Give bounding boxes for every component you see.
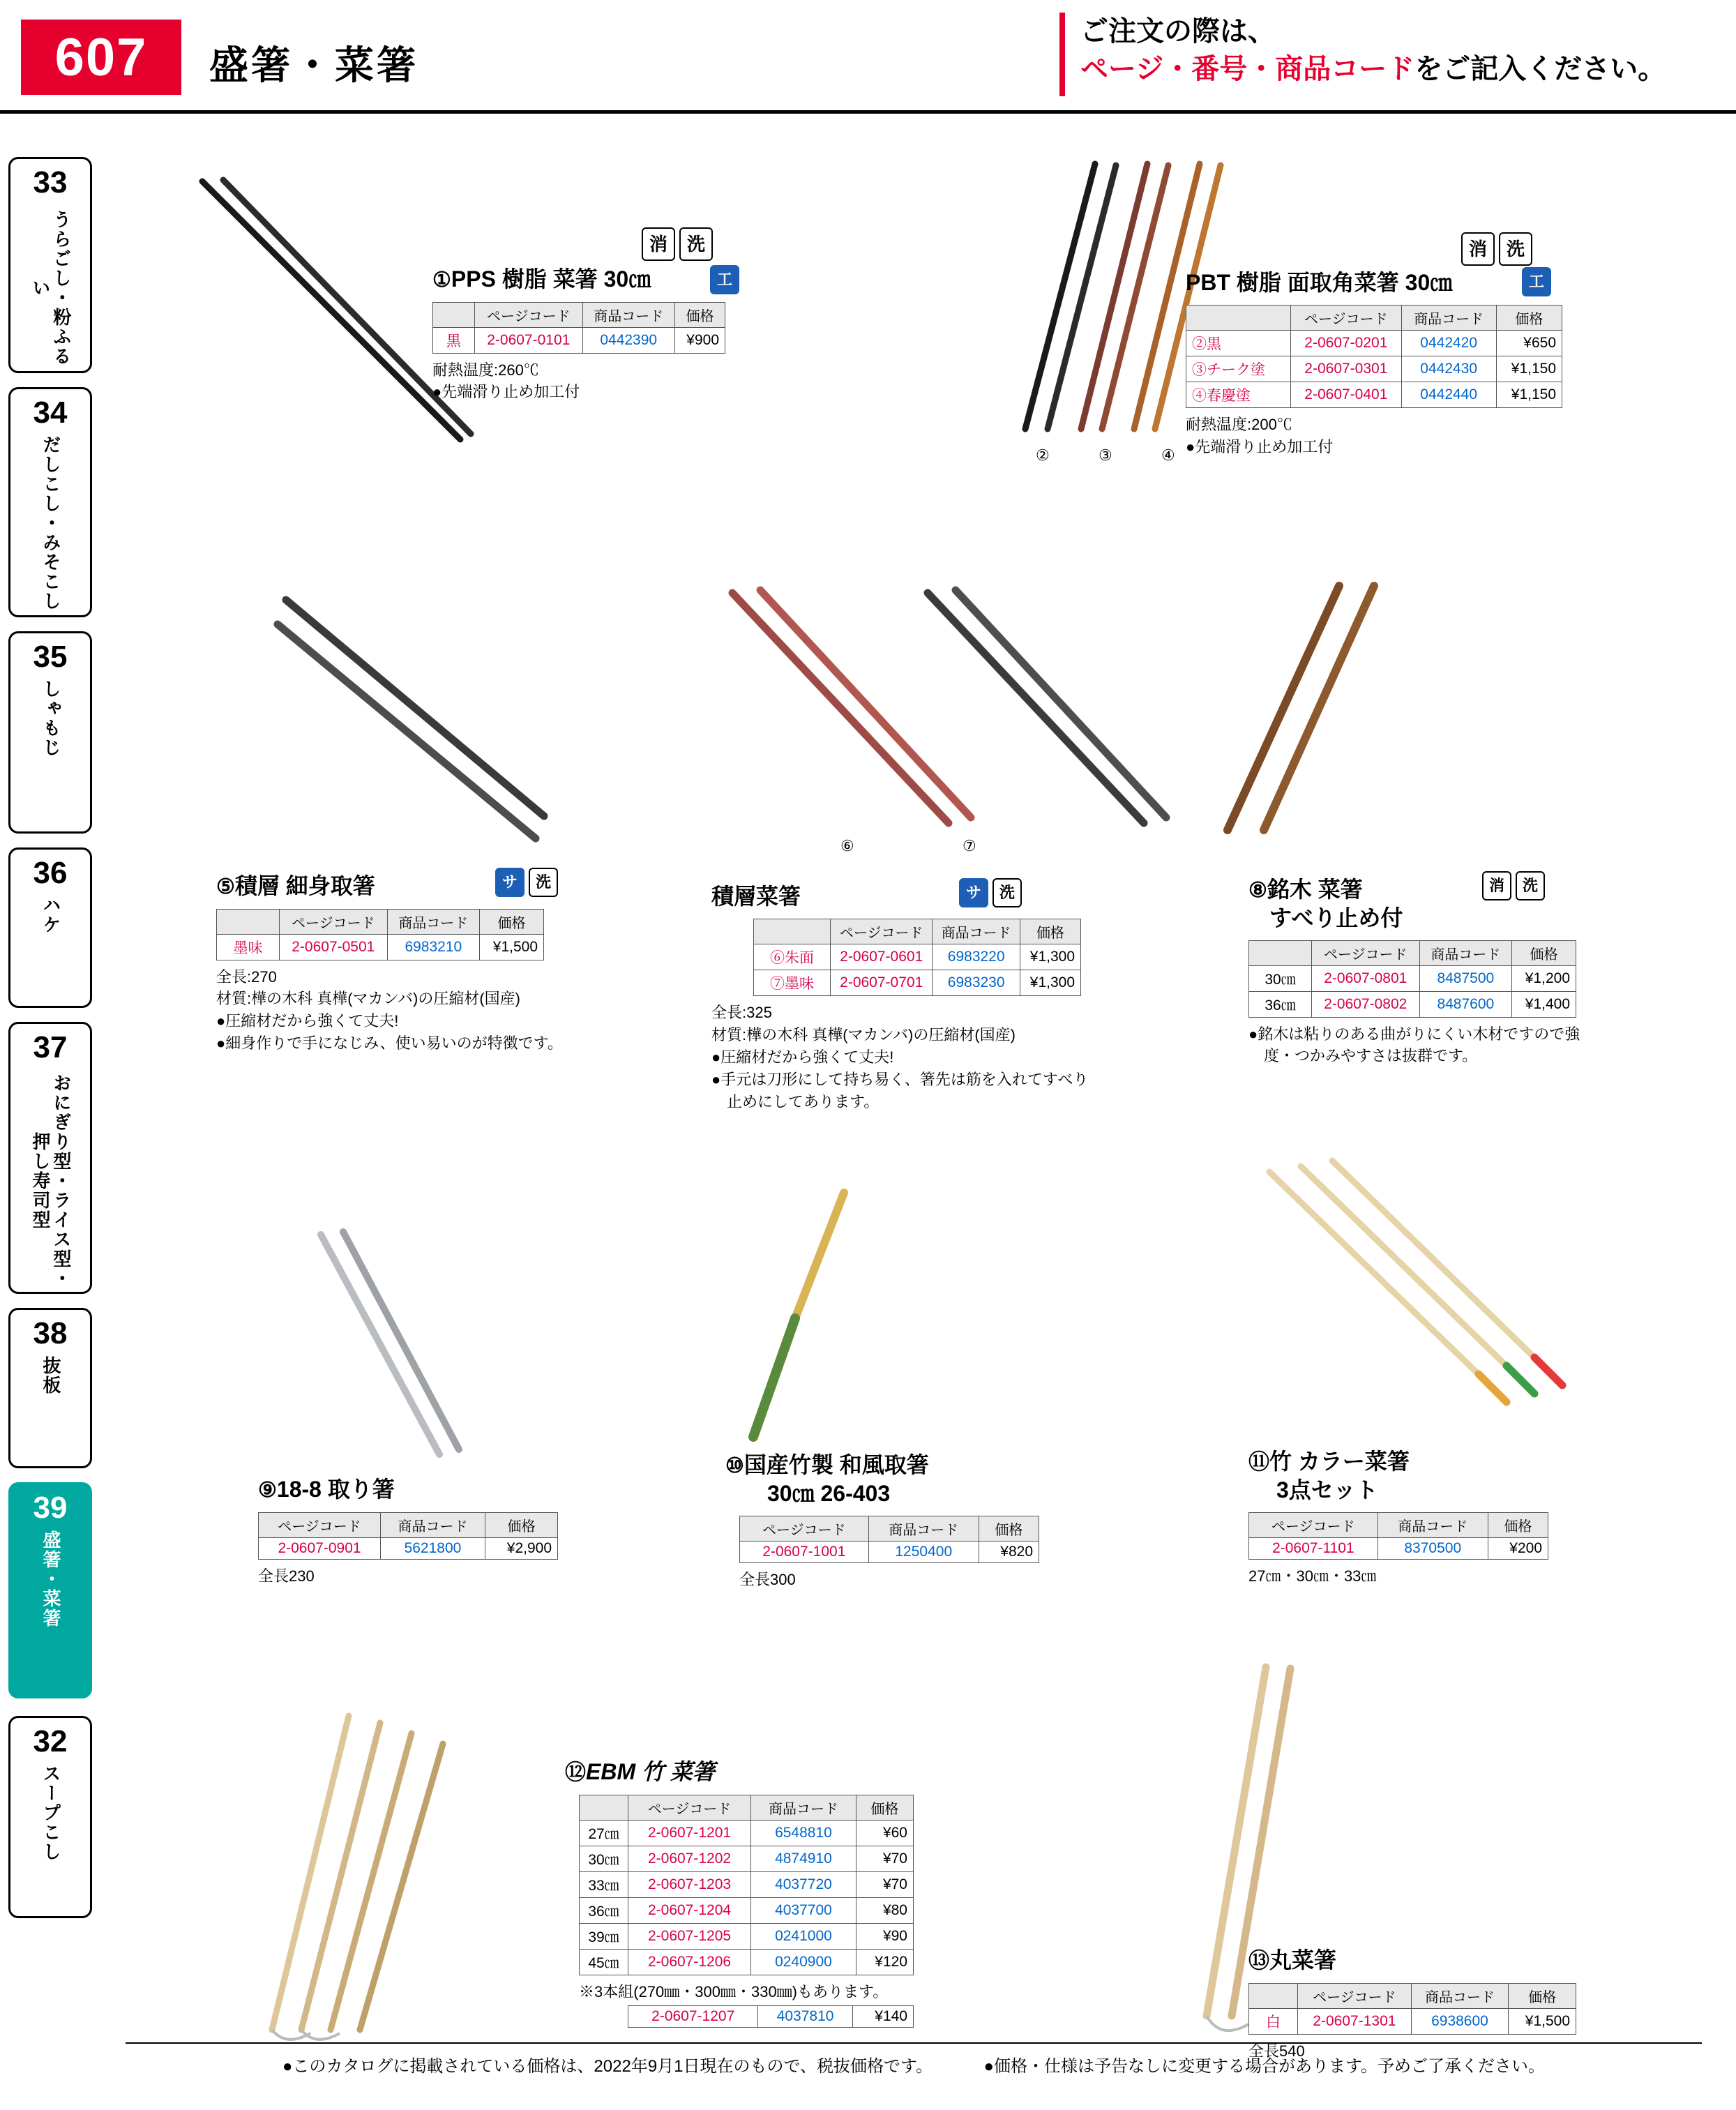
product-2-note-2: ●先端滑り止め加工付 bbox=[1186, 437, 1334, 455]
row-price: ¥80 bbox=[856, 1897, 913, 1923]
row-label: 黒 bbox=[433, 327, 475, 353]
product-12-name: EBM 竹 菜箸 bbox=[586, 1759, 715, 1784]
rail-label: ハケ bbox=[40, 896, 61, 935]
table-row bbox=[740, 1541, 1039, 1562]
row-price: ¥1,150 bbox=[1496, 382, 1562, 408]
product-5-note-2: 材質:樺の木科 真樺(マカンバ)の圧縮材(国産) bbox=[216, 990, 520, 1008]
product-6-7-note-2: 材質:樺の木科 真樺(マカンバ)の圧縮材(国産) bbox=[711, 1025, 1016, 1043]
row-page-code: 2-0607-1206 bbox=[628, 1949, 751, 1975]
rail-label: おにぎり型・ライス型・押し寿司型 bbox=[30, 1073, 72, 1288]
rail-label: 抜板 bbox=[40, 1356, 61, 1395]
th-item-code: 商品コード bbox=[933, 919, 1020, 944]
table-row bbox=[1249, 991, 1576, 1017]
row-price: ¥70 bbox=[856, 1871, 913, 1897]
rail-item-37[interactable] bbox=[8, 1022, 92, 1294]
th-page-code: ページコード bbox=[1298, 1983, 1412, 2008]
section-index-rail bbox=[8, 157, 99, 1998]
product-5-note-1: 全長:270 bbox=[216, 967, 277, 986]
rail-number: 38 bbox=[33, 1316, 68, 1350]
row-item-code: 8487500 bbox=[1419, 965, 1511, 991]
table-row bbox=[1186, 356, 1562, 382]
product-9-number: ⑨ bbox=[258, 1479, 277, 1502]
product-2-callout-2: ② bbox=[1036, 446, 1050, 464]
row-price: ¥200 bbox=[1488, 1537, 1548, 1559]
rail-label: 盛箸・菜箸 bbox=[40, 1530, 61, 1628]
product-8-block bbox=[1248, 875, 1695, 1067]
rail-item-38[interactable] bbox=[8, 1308, 92, 1468]
product-5-badges bbox=[495, 868, 558, 897]
row-page-code: 2-0607-1203 bbox=[628, 1871, 751, 1897]
product-6-7-block bbox=[711, 882, 1241, 1113]
product-12-title bbox=[565, 1758, 1011, 1786]
row-item-code: 4037700 bbox=[751, 1897, 856, 1923]
table-row bbox=[754, 944, 1081, 970]
table-row bbox=[1249, 965, 1576, 991]
row-page-code: 2-0607-0802 bbox=[1312, 991, 1420, 1017]
product-1-price-table bbox=[432, 302, 725, 354]
rail-item-32[interactable] bbox=[8, 1716, 92, 1918]
th-price: 価格 bbox=[1020, 919, 1080, 944]
th-page-code: ページコード bbox=[1249, 1512, 1378, 1537]
th-page-code: ページコード bbox=[740, 1516, 869, 1541]
th-blank bbox=[433, 302, 475, 327]
row-page-code: 2-0607-0601 bbox=[831, 944, 933, 970]
row-price: ¥1,500 bbox=[480, 934, 544, 960]
product-9-illustration bbox=[279, 1214, 558, 1493]
rail-item-33[interactable] bbox=[8, 157, 92, 373]
page-header bbox=[0, 0, 1736, 112]
th-price: 価格 bbox=[856, 1795, 913, 1820]
row-item-code: 0442420 bbox=[1401, 331, 1496, 356]
th-page-code: ページコード bbox=[628, 1795, 751, 1820]
product-5-price-table bbox=[216, 909, 544, 960]
product-1-title bbox=[432, 265, 651, 294]
row-label: 33㎝ bbox=[580, 1871, 628, 1897]
row-page-code: 2-0607-0101 bbox=[475, 327, 583, 353]
product-11-price-table bbox=[1248, 1512, 1548, 1560]
th-item-code: 商品コード bbox=[751, 1795, 856, 1820]
product-10-note-1: 全長300 bbox=[739, 1570, 796, 1588]
row-price: ¥650 bbox=[1496, 331, 1562, 356]
row-price: ¥1,500 bbox=[1509, 2008, 1576, 2034]
row-label: 39㎝ bbox=[580, 1923, 628, 1949]
row-page-code: 2-0607-0701 bbox=[831, 970, 933, 996]
product-10-title-2: 30㎝ 26-403 bbox=[767, 1480, 891, 1506]
order-note-line1: ご注文の際は、 bbox=[1080, 16, 1276, 47]
th-page-code: ページコード bbox=[1312, 940, 1420, 965]
dishwasher-safe-icon: 消 bbox=[1482, 871, 1511, 900]
product-12-illustration bbox=[258, 1702, 607, 2079]
row-label: 27㎝ bbox=[580, 1820, 628, 1846]
row-item-code: 0442440 bbox=[1401, 382, 1496, 408]
product-12-extra-note: ※3本組(270㎜・300㎜・330㎜)もあります。 bbox=[579, 1982, 889, 2000]
row-price: ¥1,150 bbox=[1496, 356, 1562, 382]
page-category-title: 盛箸・菜箸 bbox=[209, 43, 418, 87]
row-price: ¥1,400 bbox=[1512, 991, 1576, 1017]
row-price: ¥2,900 bbox=[485, 1537, 557, 1559]
product-1-badge-blue bbox=[710, 265, 739, 294]
th-price: 価格 bbox=[1496, 306, 1562, 331]
th-page-code: ページコード bbox=[1291, 306, 1402, 331]
product-10-block bbox=[725, 1451, 1116, 1590]
row-label: ②黒 bbox=[1186, 331, 1291, 356]
row-item-code: 4037810 bbox=[758, 2006, 852, 2028]
row-page-code: 2-0607-1201 bbox=[628, 1820, 751, 1846]
table-row bbox=[580, 1871, 914, 1897]
product-1-note-2: ●先端滑り止め加工付 bbox=[432, 383, 580, 401]
dishwasher-safe-icon: 消 bbox=[642, 227, 675, 261]
table-row bbox=[1249, 2008, 1576, 2034]
row-price: ¥140 bbox=[852, 2006, 913, 2028]
product-13-number: ⑬ bbox=[1248, 1950, 1269, 1973]
product-2-title: PBT 樹脂 面取角菜箸 30㎝ bbox=[1186, 270, 1453, 295]
row-label: 白 bbox=[1249, 2008, 1298, 2034]
th-item-code: 商品コード bbox=[582, 302, 674, 327]
dishwasher-safe-icon: 消 bbox=[1461, 232, 1495, 266]
rail-number: 36 bbox=[33, 856, 68, 890]
row-price: ¥1,300 bbox=[1020, 944, 1080, 970]
page-number: 607 bbox=[21, 20, 181, 95]
boil-safe-icon: 洗 bbox=[1499, 232, 1532, 266]
product-5-note-3: ●圧縮材だから強くて丈夫! bbox=[216, 1012, 399, 1030]
product-7-callout: ⑦ bbox=[963, 837, 976, 854]
row-page-code: 2-0607-1101 bbox=[1249, 1537, 1378, 1559]
row-item-code: 6983210 bbox=[387, 934, 479, 960]
product-10-name-1: 国産竹製 和風取箸 bbox=[744, 1452, 929, 1477]
product-9-block bbox=[258, 1475, 621, 1587]
row-label: ⑥朱面 bbox=[754, 944, 831, 970]
th-item-code: 商品コード bbox=[1419, 940, 1511, 965]
rail-number: 37 bbox=[33, 1030, 68, 1064]
product-8-note-2: 度・つかみやすさは抜群です。 bbox=[1248, 1047, 1478, 1065]
table-row bbox=[259, 1537, 558, 1559]
row-item-code: 5621800 bbox=[381, 1537, 485, 1559]
th-blank bbox=[1249, 1983, 1298, 2008]
row-label: 30㎝ bbox=[580, 1846, 628, 1871]
row-page-code: 2-0607-1301 bbox=[1298, 2008, 1412, 2034]
product-5-note-4: ●細身作りで手になじみ、使い易いのが特徴です。 bbox=[216, 1034, 563, 1053]
row-price: ¥90 bbox=[856, 1923, 913, 1949]
row-price: ¥60 bbox=[856, 1820, 913, 1846]
product-11-note-1: 27㎝・30㎝・33㎝ bbox=[1248, 1567, 1377, 1585]
product-11-title bbox=[1248, 1447, 1639, 1476]
row-page-code: 2-0607-0901 bbox=[259, 1537, 381, 1559]
th-blank bbox=[217, 909, 280, 934]
factory-icon: 工 bbox=[710, 265, 739, 294]
row-label: 墨味 bbox=[217, 934, 280, 960]
th-page-code: ページコード bbox=[280, 909, 388, 934]
row-label: 36㎝ bbox=[580, 1897, 628, 1923]
product-8-title bbox=[1248, 875, 1695, 904]
product-6-7-price-table bbox=[753, 919, 1081, 996]
order-note-line2 bbox=[1080, 50, 1722, 88]
product-10-price-table bbox=[739, 1516, 1039, 1563]
product-1-number: ① bbox=[432, 269, 451, 292]
th-item-code: 商品コード bbox=[868, 1516, 979, 1541]
product-12-number: ⑫ bbox=[565, 1761, 586, 1784]
th-blank bbox=[1249, 940, 1312, 965]
product-12-extra-table bbox=[628, 2005, 914, 2028]
product-9-price-table bbox=[258, 1512, 558, 1560]
sa-icon: サ bbox=[959, 878, 988, 907]
product-5-title bbox=[216, 872, 732, 900]
product-1-name: PPS 樹脂 菜箸 30㎝ bbox=[451, 266, 651, 292]
table-row bbox=[1186, 382, 1562, 408]
order-note-tail: をご記入ください。 bbox=[1414, 54, 1666, 84]
product-7-illustration bbox=[907, 572, 1228, 865]
footer-right: ●価格・仕様は予告なしに変更する場合があります。予めご了承ください。 bbox=[983, 2057, 1546, 2076]
product-8-badges bbox=[1482, 871, 1545, 900]
product-10-title bbox=[725, 1451, 1116, 1479]
rail-label: うらごし・粉ふるい bbox=[30, 210, 72, 366]
boil-safe-icon: 洗 bbox=[992, 878, 1022, 907]
product-2-note-1: 耐熱温度:200℃ bbox=[1186, 416, 1292, 433]
rail-label: スープこし bbox=[40, 1764, 61, 1862]
product-2-callout-4: ④ bbox=[1161, 446, 1175, 464]
product-5-name: 積層 細身取箸 bbox=[234, 873, 375, 898]
product-6-7-note-4: ●手元は刀形にして持ち易く、箸先は筋を入れてすべり bbox=[711, 1070, 1089, 1088]
th-price: 価格 bbox=[480, 909, 544, 934]
rail-item-35[interactable] bbox=[8, 631, 92, 834]
row-item-code: 0442430 bbox=[1401, 356, 1496, 382]
product-12-price-table bbox=[579, 1795, 914, 1975]
rail-label: だしこし・みそこし bbox=[40, 435, 61, 611]
product-1-block bbox=[432, 234, 739, 403]
product-13-note-1: 全長540 bbox=[1248, 2042, 1305, 2060]
th-page-code: ページコード bbox=[259, 1512, 381, 1537]
row-page-code: 2-0607-1205 bbox=[628, 1923, 751, 1949]
th-blank bbox=[580, 1795, 628, 1820]
product-9-name: 18-8 取り箸 bbox=[276, 1477, 395, 1502]
row-item-code: 0241000 bbox=[751, 1923, 856, 1949]
product-5-illustration bbox=[244, 586, 621, 879]
row-item-code: 1250400 bbox=[868, 1541, 979, 1562]
product-8-name-1: 銘木 菜箸 bbox=[1267, 877, 1363, 902]
th-item-code: 商品コード bbox=[1401, 306, 1496, 331]
row-item-code: 8370500 bbox=[1378, 1537, 1488, 1559]
table-row bbox=[580, 1923, 914, 1949]
th-price: 価格 bbox=[1509, 1983, 1576, 2008]
product-8-illustration bbox=[1207, 572, 1527, 865]
th-price: 価格 bbox=[1488, 1512, 1548, 1537]
row-item-code: 0442390 bbox=[582, 327, 674, 353]
row-label: ④春慶塗 bbox=[1186, 382, 1291, 408]
product-6-callout: ⑥ bbox=[840, 837, 854, 854]
table-row bbox=[1186, 331, 1562, 356]
table-row bbox=[433, 327, 725, 353]
row-page-code: 2-0607-0501 bbox=[280, 934, 388, 960]
table-row bbox=[628, 2006, 914, 2028]
row-page-code: 2-0607-0201 bbox=[1291, 331, 1402, 356]
product-13-name: 丸菜箸 bbox=[1269, 1947, 1337, 1973]
order-note-emphasis: ページ・番号・商品コード bbox=[1080, 54, 1415, 84]
product-10-illustration bbox=[739, 1179, 990, 1472]
product-6-7-title: 積層菜箸 bbox=[711, 884, 801, 909]
table-row bbox=[580, 1820, 914, 1846]
table-row bbox=[1249, 1537, 1548, 1559]
th-price: 価格 bbox=[979, 1516, 1039, 1541]
product-10-number: ⑩ bbox=[725, 1454, 744, 1477]
row-label: 36㎝ bbox=[1249, 991, 1312, 1017]
row-price: ¥70 bbox=[856, 1846, 913, 1871]
product-8-number: ⑧ bbox=[1248, 879, 1267, 902]
row-label: 30㎝ bbox=[1249, 965, 1312, 991]
row-page-code: 2-0607-0301 bbox=[1291, 356, 1402, 382]
product-2-badge-blue bbox=[1522, 267, 1551, 296]
row-page-code: 2-0607-1001 bbox=[740, 1541, 869, 1562]
product-1-badges bbox=[642, 227, 713, 261]
rail-number: 33 bbox=[33, 165, 68, 199]
row-item-code: 8487600 bbox=[1419, 991, 1511, 1017]
th-item-code: 商品コード bbox=[1411, 1983, 1508, 2008]
product-8-title-2: すべり止め付 bbox=[1269, 905, 1403, 930]
product-6-7-note-1: 全長:325 bbox=[711, 1004, 772, 1021]
table-row bbox=[754, 970, 1081, 996]
product-1-note-1: 耐熱温度:260℃ bbox=[432, 361, 539, 379]
product-6-7-note-3: ●圧縮材だから強くて丈夫! bbox=[711, 1048, 894, 1066]
order-note bbox=[1059, 13, 1722, 96]
product-11-illustration bbox=[1186, 1151, 1576, 1458]
product-5-number: ⑤ bbox=[216, 875, 235, 898]
row-price: ¥900 bbox=[674, 327, 725, 353]
row-price: ¥820 bbox=[979, 1541, 1039, 1562]
product-6-7-note-5: 止めにしてあります。 bbox=[711, 1092, 880, 1110]
th-item-code: 商品コード bbox=[387, 909, 479, 934]
product-11-title-2: 3点セット bbox=[1276, 1477, 1378, 1502]
row-page-code: 2-0607-1204 bbox=[628, 1897, 751, 1923]
th-blank bbox=[1186, 306, 1291, 331]
header-divider bbox=[0, 110, 1736, 114]
rail-item-39[interactable] bbox=[8, 1482, 92, 1698]
product-13-price-table bbox=[1248, 1983, 1576, 2035]
rail-number: 32 bbox=[33, 1724, 68, 1758]
row-label: ⑦墨味 bbox=[754, 970, 831, 996]
th-page-code: ページコード bbox=[475, 302, 583, 327]
rail-label: しゃもじ bbox=[40, 679, 61, 758]
boil-safe-icon: 洗 bbox=[1516, 871, 1545, 900]
row-item-code: 4037720 bbox=[751, 1871, 856, 1897]
product-12-block bbox=[565, 1758, 1011, 2028]
boil-safe-icon: 洗 bbox=[529, 868, 558, 897]
rail-item-34[interactable] bbox=[8, 387, 92, 617]
row-label: 45㎝ bbox=[580, 1949, 628, 1975]
th-price: 価格 bbox=[674, 302, 725, 327]
th-price: 価格 bbox=[485, 1512, 557, 1537]
row-page-code: 2-0607-1202 bbox=[628, 1846, 751, 1871]
product-9-title bbox=[258, 1475, 621, 1504]
row-page-code: 2-0607-0401 bbox=[1291, 382, 1402, 408]
row-label: ③チーク塗 bbox=[1186, 356, 1291, 382]
row-item-code: 0240900 bbox=[751, 1949, 856, 1975]
product-8-note-1: ●銘木は粘りのある曲がりにくい木材ですので強 bbox=[1248, 1025, 1580, 1043]
table-row bbox=[580, 1846, 914, 1871]
rail-item-36[interactable] bbox=[8, 847, 92, 1008]
row-price: ¥1,300 bbox=[1020, 970, 1080, 996]
th-blank bbox=[754, 919, 831, 944]
product-11-number: ⑪ bbox=[1248, 1451, 1269, 1474]
table-row bbox=[580, 1949, 914, 1975]
rail-number: 35 bbox=[33, 640, 68, 674]
product-6-7-badges bbox=[959, 878, 1022, 907]
rail-number: 34 bbox=[33, 395, 68, 430]
th-item-code: 商品コード bbox=[381, 1512, 485, 1537]
product-13-title bbox=[1248, 1946, 1639, 1975]
th-item-code: 商品コード bbox=[1378, 1512, 1488, 1537]
row-item-code: 6938600 bbox=[1411, 2008, 1508, 2034]
table-row bbox=[580, 1897, 914, 1923]
table-row bbox=[217, 934, 544, 960]
row-item-code: 4874910 bbox=[751, 1846, 856, 1871]
product-2-price-table bbox=[1186, 305, 1562, 408]
product-11-block bbox=[1248, 1447, 1639, 1587]
row-price: ¥1,200 bbox=[1512, 965, 1576, 991]
boil-safe-icon: 洗 bbox=[679, 227, 713, 261]
footer-left: ●このカタログに掲載されている価格は、2022年9月1日現在のもので、税抜価格です。 bbox=[282, 2057, 933, 2076]
row-page-code: 2-0607-1207 bbox=[628, 2006, 758, 2028]
sa-icon: サ bbox=[495, 868, 524, 897]
product-8-price-table bbox=[1248, 940, 1576, 1018]
th-price: 価格 bbox=[1512, 940, 1576, 965]
product-2-badges bbox=[1461, 232, 1532, 266]
row-item-code: 6983220 bbox=[933, 944, 1020, 970]
product-5-block bbox=[216, 872, 732, 1055]
product-9-note-1: 全長230 bbox=[258, 1567, 315, 1585]
row-item-code: 6983230 bbox=[933, 970, 1020, 996]
row-price: ¥120 bbox=[856, 1949, 913, 1975]
rail-number: 39 bbox=[33, 1491, 68, 1525]
row-item-code: 6548810 bbox=[751, 1820, 856, 1846]
footer bbox=[126, 2042, 1702, 2077]
th-page-code: ページコード bbox=[831, 919, 933, 944]
row-page-code: 2-0607-0801 bbox=[1312, 965, 1420, 991]
factory-icon: 工 bbox=[1522, 267, 1551, 296]
product-11-name-1: 竹 カラー菜箸 bbox=[1269, 1449, 1410, 1474]
product-2-block bbox=[1186, 239, 1576, 458]
product-2-callout-3: ③ bbox=[1099, 446, 1112, 464]
